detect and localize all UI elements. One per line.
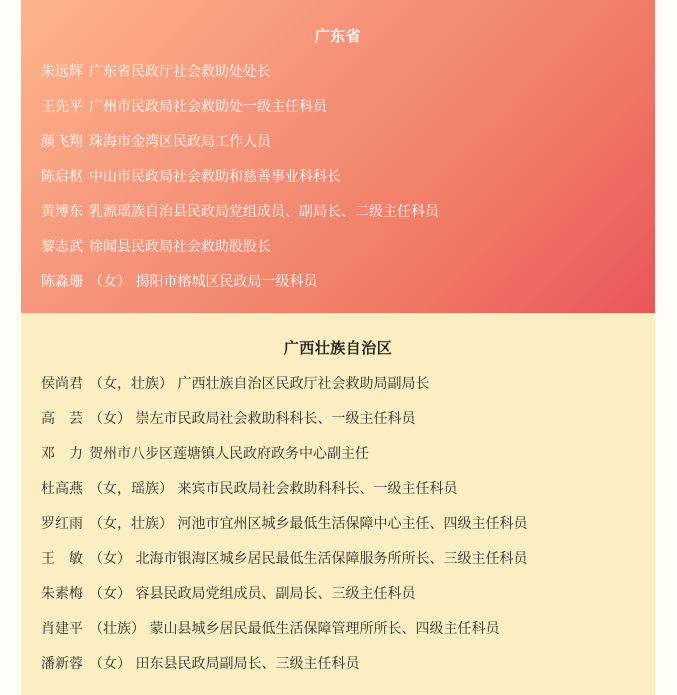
person-detail: （女） 容县民政局党组成员、副局长、三级主任科员 [89, 586, 416, 602]
person-detail: 中山市民政局社会救助和慈善事业科科长 [89, 169, 341, 185]
section-guangxi [21, 313, 655, 695]
person-detail: （女，壮族） 河池市宜州区城乡最低生活保障中心主任、四级主任科员 [89, 516, 528, 532]
person-name: 罗红雨 [41, 516, 83, 532]
person-detail: （女） 揭阳市榕城区民政局一级科员 [89, 274, 318, 290]
list-item [41, 270, 439, 305]
person-name: 邓 力 [41, 446, 83, 462]
list-item [41, 407, 527, 442]
person-detail: 广州市民政局社会救助处一级主任科员 [89, 99, 327, 115]
person-name: 潘新蓉 [41, 656, 83, 672]
person-name: 朱远辉 [41, 64, 83, 80]
article-content [21, 0, 655, 695]
person-detail: （女） 田东县民政局副局长、三级主任科员 [89, 656, 360, 672]
section-guangdong [21, 0, 655, 313]
section-title: 广东省 [314, 27, 362, 45]
person-name: 肖建平 [41, 621, 83, 637]
list-item [41, 95, 439, 130]
list-item [41, 235, 439, 270]
list-item [41, 200, 439, 235]
person-detail: 徐闻县民政局社会救助股股长 [89, 239, 271, 255]
person-detail: 珠海市金湾区民政局工作人员 [89, 134, 271, 150]
person-name: 陈启枢 [41, 169, 83, 185]
list-item [41, 165, 439, 200]
person-detail: 广东省民政厅社会救助处处长 [89, 64, 271, 80]
list-item [41, 617, 527, 652]
list-item [41, 372, 527, 407]
list-item [41, 582, 527, 617]
person-name: 黄博东 [41, 204, 83, 220]
person-name: 陈淼珊 [41, 274, 83, 290]
person-detail: （女） 北海市银海区城乡居民最低生活保障服务所所长、三级主任科员 [89, 551, 528, 567]
person-list [41, 372, 527, 687]
person-name: 侯尚君 [41, 376, 83, 392]
section-title: 广西壮族自治区 [283, 339, 393, 357]
person-name: 颜飞翔 [41, 134, 83, 150]
person-detail: （壮族） 蒙山县城乡居民最低生活保障管理所所长、四级主任科员 [89, 621, 500, 637]
person-detail: （女，壮族） 广西壮族自治区民政厅社会救助局副局长 [89, 376, 430, 392]
person-name: 王先平 [41, 99, 83, 115]
list-item [41, 652, 527, 687]
person-detail: 贺州市八步区莲塘镇人民政府政务中心副主任 [89, 446, 369, 462]
person-detail: 乳源瑶族自治县民政局党组成员、副局长、二级主任科员 [89, 204, 439, 220]
list-item [41, 547, 527, 582]
list-item [41, 60, 439, 95]
list-item [41, 130, 439, 165]
person-detail: （女，瑶族） 来宾市民政局社会救助科科长、一级主任科员 [89, 481, 458, 497]
person-detail: （女） 崇左市民政局社会救助科科长、一级主任科员 [89, 411, 416, 427]
person-name: 朱素梅 [41, 586, 83, 602]
person-list [41, 60, 439, 305]
person-name: 高 芸 [41, 411, 83, 427]
person-name: 杜高燕 [41, 481, 83, 497]
list-item [41, 512, 527, 547]
list-item [41, 477, 527, 512]
person-name: 黎志武 [41, 239, 83, 255]
person-name: 王 敏 [41, 551, 83, 567]
list-item [41, 442, 527, 477]
